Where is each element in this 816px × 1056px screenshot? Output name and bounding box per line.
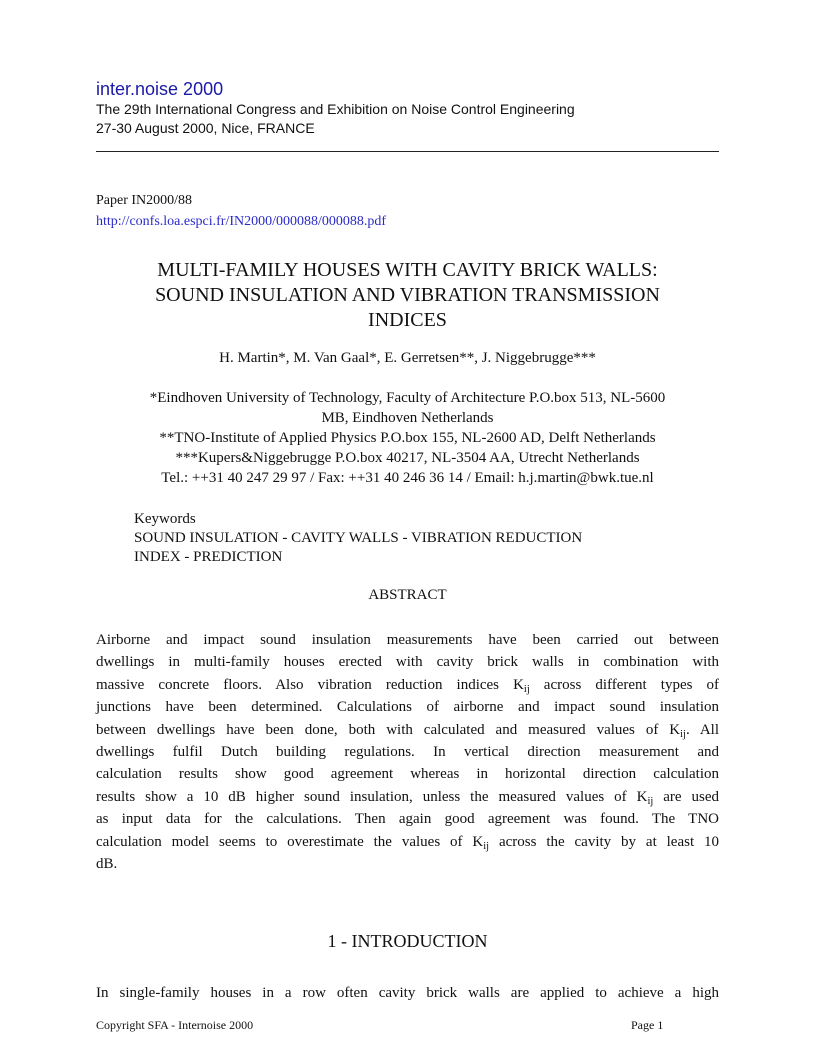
abstract-text: across the cavity by at least 10: [489, 833, 719, 850]
abstract-line: [96, 674, 719, 696]
abstract-text: calculation model seems to overestimate the values of K: [96, 833, 484, 850]
abstract-text: dwellings fulfil Dutch building regulations. In vertical direction measurement and: [96, 743, 719, 760]
abstract-line: [96, 853, 719, 875]
section-heading-introduction: 1 - INTRODUCTION: [327, 931, 488, 951]
conference-name: inter.noise 2000: [96, 79, 224, 99]
abstract-line: [96, 763, 719, 785]
conference-date-place: 27-30 August 2000, Nice, FRANCE: [96, 120, 315, 136]
subscript-ij: ij: [647, 795, 654, 807]
abstract-text: across different types of: [529, 676, 719, 693]
abstract-line: [96, 808, 719, 830]
abstract-text: as input data for the calculations. Then again good agreement was found. The TNO: [96, 811, 719, 828]
footer-page-number: Page 1: [631, 1018, 664, 1032]
abstract-line: [96, 831, 719, 853]
abstract-heading: ABSTRACT: [368, 587, 447, 603]
keywords-line: SOUND INSULATION - CAVITY WALLS - VIBRATION REDUCTION: [134, 530, 583, 546]
abstract-text: results show a 10 dB higher sound insulation, unless the measured values of K: [96, 788, 648, 805]
abstract-text: . All: [685, 721, 720, 738]
affiliation-line: MB, Eindhoven Netherlands: [321, 410, 494, 426]
affiliations: [96, 388, 719, 488]
conference-full-name: The 29th International Congress and Exhibition on Noise Control Engineering: [96, 101, 575, 117]
abstract-text: Airborne and impact sound insulation measurements have been carried out between: [96, 632, 719, 648]
abstract-line: [96, 651, 719, 673]
affiliation-line: **TNO-Institute of Applied Physics P.O.box 155, NL-2600 AD, Delft Netherlands: [159, 430, 656, 446]
abstract-line: [96, 786, 719, 808]
paper-url-link[interactable]: http://confs.loa.espci.fr/IN2000/000088/000088.pdf: [96, 214, 387, 229]
paper-title: [96, 258, 719, 333]
header-divider: [96, 151, 719, 152]
subscript-ij: ij: [483, 840, 490, 852]
conference-header: [96, 78, 726, 138]
introduction-first-line: In single-family houses in a row often cavity brick walls are applied to achieve a high: [96, 985, 719, 1001]
title-line: MULTI-FAMILY HOUSES WITH CAVITY BRICK WALLS:: [157, 259, 658, 281]
title-line: SOUND INSULATION AND VIBRATION TRANSMISSION: [155, 284, 660, 306]
abstract-line: [96, 741, 719, 763]
abstract-text: between dwellings have been done, both with calculated and measured values of K: [96, 721, 681, 738]
keywords-label: Keywords: [134, 511, 196, 527]
title-line: INDICES: [368, 309, 447, 331]
subscript-ij: ij: [680, 728, 686, 740]
affiliation-line: ***Kupers&Niggebrugge P.O.box 40217, NL-3504 AA, Utrecht Netherlands: [175, 450, 640, 466]
authors: H. Martin*, M. Van Gaal*, E. Gerretsen**, J. Niggebrugge***: [219, 350, 596, 366]
subscript-ij: ij: [523, 683, 530, 695]
abstract-text: massive concrete floors. Also vibration reduction indices K: [96, 676, 524, 693]
keywords: [134, 510, 582, 567]
abstract-text: are used: [653, 788, 719, 805]
affiliation-line: *Eindhoven University of Technology, Faculty of Architecture P.O.box 513, NL-5600: [149, 390, 666, 406]
abstract-line: [96, 696, 719, 718]
footer-copyright: Copyright SFA - Internoise 2000: [96, 1018, 254, 1032]
abstract-line: [96, 719, 719, 741]
abstract-text: junctions have been determined. Calculations of airborne and impact sound insulation: [96, 699, 719, 716]
keywords-line: INDEX - PREDICTION: [134, 549, 283, 565]
contact-line: Tel.: ++31 40 247 29 97 / Fax: ++31 40 246 36 14 / Email: h.j.martin@bwk.tue.nl: [161, 470, 654, 486]
abstract-line: [96, 629, 719, 651]
abstract-text: dwellings in multi-family houses erected with cavity brick walls in combination with: [96, 654, 719, 671]
abstract-body: [96, 629, 719, 875]
abstract-text: calculation results show good agreement whereas in horizontal direction calculation: [96, 766, 719, 783]
paper-id: Paper IN2000/88: [96, 193, 193, 208]
abstract-text: dB.: [96, 855, 118, 872]
